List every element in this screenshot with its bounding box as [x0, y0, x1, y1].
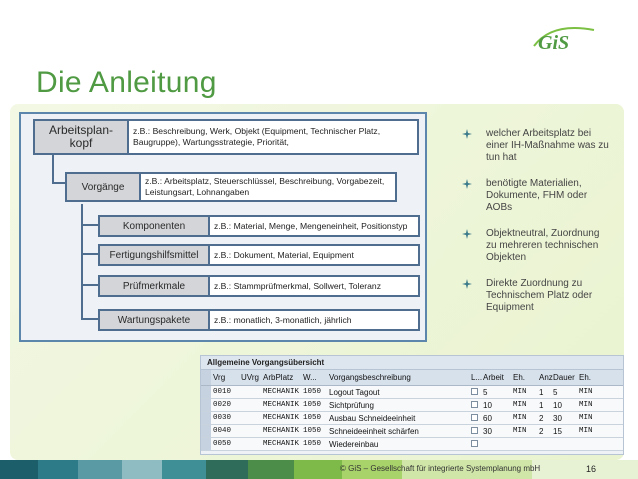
table-cell[interactable]: MIN — [579, 414, 593, 422]
column-header[interactable]: UVrg — [241, 373, 259, 382]
column-header[interactable]: Eh. — [513, 373, 526, 382]
connector — [52, 182, 66, 184]
footer-color-segment — [162, 460, 206, 479]
diagram-desc: z.B.: Beschreibung, Werk, Objekt (Equipment, Technischer Platz, Baugruppe), Wartungsstrategie, Priorität, — [127, 119, 419, 155]
footer-bar — [0, 460, 638, 479]
table-row[interactable] — [201, 412, 623, 425]
table-cell[interactable]: 10 — [483, 400, 492, 410]
table-cell[interactable]: Ausbau Schneideeinheit — [329, 413, 416, 423]
row-selector[interactable] — [201, 412, 211, 424]
table-cell[interactable]: MIN — [579, 401, 593, 409]
bullet-item — [460, 178, 610, 214]
footer-color-segment — [294, 460, 342, 479]
table-cell[interactable]: 0050 — [213, 440, 232, 448]
diamond-bullet-icon — [462, 229, 472, 239]
row-checkbox-cell[interactable] — [469, 414, 481, 423]
table-cell[interactable]: MECHANIK — [263, 427, 300, 435]
logo-text: GiS — [538, 32, 570, 54]
footer-color-segment — [78, 460, 122, 479]
diagram-label: Komponenten — [98, 215, 210, 237]
diagram-desc: z.B.: Stammprüfmerkmal, Sollwert, Toleranz — [208, 275, 420, 297]
row-checkbox-cell[interactable] — [469, 440, 481, 449]
row-checkbox[interactable] — [471, 414, 478, 421]
row-selector[interactable] — [201, 425, 211, 437]
footer-color-segment — [532, 460, 638, 479]
table-cell[interactable]: 1050 — [303, 414, 322, 422]
column-header[interactable]: W... — [303, 373, 317, 382]
bullet-text: benötigte Materialien, Dokumente, FHM oder AOBs — [486, 178, 588, 213]
column-header[interactable]: ArbPlatz — [263, 373, 294, 382]
column-header[interactable]: Arbeit — [483, 373, 504, 382]
table-cell[interactable]: MECHANIK — [263, 414, 300, 422]
table-cell[interactable]: 1050 — [303, 427, 322, 435]
table-header — [201, 370, 623, 386]
connector — [52, 154, 54, 182]
table-cell[interactable]: 60 — [483, 413, 492, 423]
row-checkbox[interactable] — [471, 401, 478, 408]
footer-color-segment — [122, 460, 162, 479]
row-checkbox[interactable] — [471, 440, 478, 447]
diagram-desc: z.B.: Dokument, Material, Equipment — [208, 244, 420, 266]
table-cell[interactable]: 2 — [539, 426, 544, 436]
bullet-text: Objektneutral, Zuordnung zu mehreren technischen Objekten — [486, 228, 600, 263]
connector — [81, 318, 99, 320]
bullet-item — [460, 278, 610, 314]
table-cell[interactable]: 2 — [539, 413, 544, 423]
footer-copyright: © GiS – Gesellschaft für integrierte Systemplanung mbH — [340, 464, 541, 473]
slide-title: Die Anleitung — [36, 66, 217, 99]
row-selector[interactable] — [201, 438, 211, 450]
table-cell[interactable]: 1050 — [303, 388, 322, 396]
footer-color-segment — [248, 460, 294, 479]
select-all-column[interactable] — [201, 370, 211, 385]
table-cell[interactable]: 1050 — [303, 440, 322, 448]
operations-table — [200, 355, 624, 455]
diagram-desc: z.B.: monatlich, 3-monatlich, jährlich — [208, 309, 420, 331]
row-selector[interactable] — [201, 399, 211, 411]
table-cell[interactable]: 1 — [539, 400, 544, 410]
bullet-item — [460, 228, 610, 264]
bullet-item — [460, 128, 610, 164]
row-checkbox[interactable] — [471, 427, 478, 434]
table-cell[interactable]: 5 — [483, 387, 488, 397]
table-row[interactable] — [201, 399, 623, 412]
table-row[interactable] — [201, 386, 623, 399]
table-cell[interactable]: MIN — [579, 388, 593, 396]
table-cell[interactable]: 0040 — [213, 427, 232, 435]
diamond-bullet-icon — [462, 179, 472, 189]
table-cell[interactable]: Wiedereinbau — [329, 439, 379, 449]
connector — [81, 253, 99, 255]
diagram-label: Fertigungshilfsmittel — [98, 244, 210, 266]
row-checkbox-cell[interactable] — [469, 388, 481, 397]
diagram-label: Wartungspakete — [98, 309, 210, 331]
footer-color-segment — [38, 460, 78, 479]
column-header[interactable]: Anz — [539, 373, 553, 382]
table-cell[interactable]: MIN — [513, 427, 527, 435]
column-header[interactable]: Vrg — [213, 373, 226, 382]
structure-diagram — [19, 112, 427, 342]
column-header[interactable]: L... — [471, 373, 483, 382]
table-row[interactable] — [201, 438, 623, 451]
row-selector[interactable] — [201, 386, 211, 398]
table-cell[interactable]: Schneideeinheit schärfen — [329, 426, 419, 436]
table-cell[interactable]: 0010 — [213, 388, 232, 396]
table-cell[interactable]: MIN — [579, 427, 593, 435]
table-cell[interactable]: 1050 — [303, 401, 322, 409]
bullet-text: Direkte Zuordnung zu Technischem Platz oder Equipment — [486, 278, 593, 313]
table-cell[interactable]: 10 — [553, 400, 562, 410]
table-title: Allgemeine Vorgangsübersicht — [201, 356, 623, 370]
gis-logo — [532, 26, 604, 52]
table-cell[interactable]: Logout Tagout — [329, 387, 380, 397]
table-cell[interactable]: MECHANIK — [263, 401, 300, 409]
footer-color-segment — [206, 460, 248, 479]
table-row[interactable] — [201, 425, 623, 438]
bullet-list — [460, 128, 610, 328]
table-cell[interactable]: 0020 — [213, 401, 232, 409]
table-cell[interactable]: 1 — [539, 387, 544, 397]
table-cell[interactable]: MIN — [513, 401, 527, 409]
diagram-label: Vorgänge — [65, 172, 141, 202]
diamond-bullet-icon — [462, 279, 472, 289]
diagram-label: Prüfmerkmale — [98, 275, 210, 297]
diagram-desc: z.B.: Material, Menge, Mengeneinheit, Positionstyp — [208, 215, 420, 237]
table-cell[interactable]: 30 — [483, 426, 492, 436]
table-cell[interactable]: MECHANIK — [263, 388, 300, 396]
bullet-text: welcher Arbeitsplatz bei einer IH-Maßnahme was zu tun hat — [486, 128, 609, 163]
column-header[interactable]: Dauer — [553, 373, 575, 382]
table-cell[interactable]: 30 — [553, 413, 562, 423]
table-cell[interactable]: 0030 — [213, 414, 232, 422]
table-cell[interactable]: MECHANIK — [263, 440, 300, 448]
row-checkbox[interactable] — [471, 388, 478, 395]
table-cell[interactable]: MIN — [513, 388, 527, 396]
diagram-label: Arbeitsplan- kopf — [33, 119, 129, 155]
column-header[interactable]: Vorgangsbeschreibung — [329, 373, 411, 382]
table-cell[interactable]: 5 — [553, 387, 558, 397]
column-header[interactable]: Eh. — [579, 373, 592, 382]
row-checkbox-cell[interactable] — [469, 427, 481, 436]
table-cell[interactable]: Sichtprüfung — [329, 400, 374, 410]
connector — [81, 224, 99, 226]
diagram-desc: z.B.: Arbeitsplatz, Steuerschlüssel, Beschreibung, Vorgabezeit, Leistungsart, Lohnangaben — [139, 172, 397, 202]
page-number: 16 — [586, 464, 597, 474]
table-cell[interactable]: MIN — [513, 414, 527, 422]
connector — [81, 284, 99, 286]
row-checkbox-cell[interactable] — [469, 401, 481, 410]
connector — [81, 204, 83, 320]
table-cell[interactable]: 15 — [553, 426, 562, 436]
diamond-bullet-icon — [462, 129, 472, 139]
footer-color-segment — [0, 460, 38, 479]
